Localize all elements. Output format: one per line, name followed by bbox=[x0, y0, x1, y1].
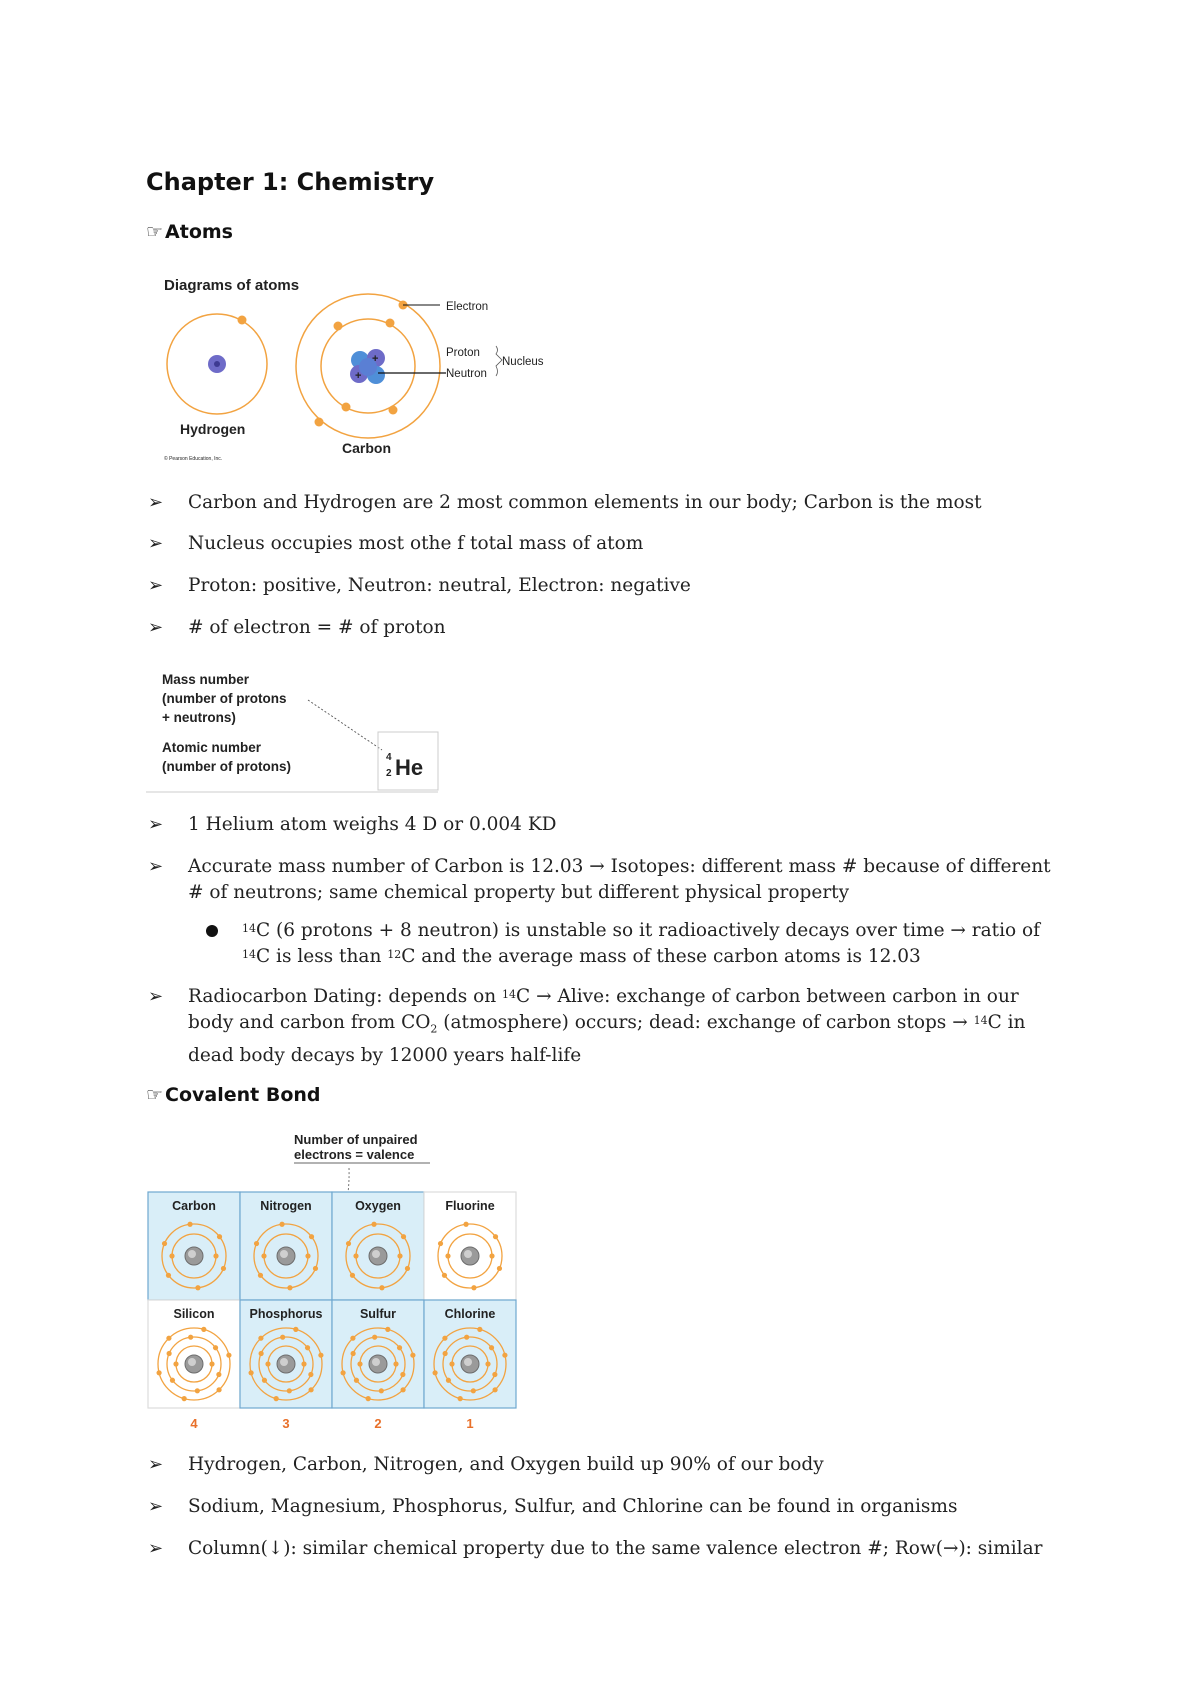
fig-atoms-electron-label: Electron bbox=[446, 301, 489, 313]
fig-he-mass-line3: + neutrons) bbox=[162, 710, 236, 725]
fig-atoms-carbon-label: Carbon bbox=[342, 440, 391, 456]
fig-he-mass-value: 4 bbox=[386, 752, 392, 763]
element-cell-fluorine bbox=[424, 1192, 516, 1300]
fig-atoms-plus-top: + bbox=[372, 353, 379, 365]
list-item: ➢ Carbon and Hydrogen are 2 most common elements in our body; Carbon is the most bbox=[148, 490, 1068, 516]
arrowhead-bullet-icon: ➢ bbox=[148, 617, 164, 638]
element-cell-sulfur bbox=[332, 1300, 424, 1408]
list-item: ➢ # of electron = # of proton bbox=[148, 615, 1068, 641]
element-cell-phosphorus bbox=[240, 1300, 332, 1408]
fig-he-mass-line1: Mass number bbox=[162, 672, 250, 687]
fig-atoms-title: Diagrams of atoms bbox=[164, 277, 300, 294]
list-item: ➢ Proton: positive, Neutron: neutral, Electron: negative bbox=[148, 573, 1068, 599]
fig-he-atomic-line1: Atomic number bbox=[162, 740, 262, 755]
section-atoms-heading bbox=[146, 221, 233, 243]
element-name: Silicon bbox=[173, 1307, 215, 1321]
list-item: ➢ 1 Helium atom weighs 4 D or 0.004 KD bbox=[148, 812, 1068, 838]
arrowhead-bullet-icon: ➢ bbox=[148, 492, 164, 513]
element-cell-oxygen bbox=[332, 1192, 424, 1300]
right-arrow-icon: → bbox=[589, 856, 605, 877]
list-item: ➢ Radiocarbon Dating: depends on $^{14}$C → Alive: exchange of carbon between carbon in our body and carbon from $CO_2$ (atmosphere) occurs; dead: exchange of carbon stops → $^{14}$C in dead body decays by 12000 years half-life bbox=[148, 986, 1026, 1066]
list-item: ➢ Hydrogen, Carbon, Nitrogen, and Oxygen build up 90% of our body bbox=[148, 1452, 1068, 1478]
fig-atoms-proton-label: Proton bbox=[446, 347, 480, 359]
element-name: Fluorine bbox=[445, 1199, 495, 1213]
fig-he-atomic-value: 2 bbox=[386, 768, 392, 779]
fig-he-symbol: He bbox=[395, 755, 424, 780]
valence-number: 3 bbox=[282, 1416, 290, 1431]
valence-number: 2 bbox=[374, 1416, 382, 1431]
valence-electrons-figure bbox=[146, 1124, 526, 1432]
arrowhead-bullet-icon: ➢ bbox=[148, 1454, 164, 1475]
right-arrow-icon: → bbox=[950, 920, 966, 941]
fig-atoms-hydrogen-label: Hydrogen bbox=[180, 421, 246, 437]
arrowhead-bullet-icon: ➢ bbox=[148, 575, 164, 596]
arrowhead-bullet-icon: ➢ bbox=[148, 1496, 164, 1517]
right-arrow-icon: → bbox=[536, 986, 552, 1007]
fig-atoms-copyright: © Pearson Education, Inc. bbox=[164, 456, 223, 462]
arrowhead-bullet-icon: ➢ bbox=[148, 814, 164, 835]
element-name: Phosphorus bbox=[249, 1307, 323, 1321]
element-name: Oxygen bbox=[355, 1199, 401, 1213]
element-cell-carbon bbox=[148, 1192, 240, 1300]
fig-atoms-nucleus-label: Nucleus bbox=[502, 356, 544, 368]
arrowhead-bullet-icon: ➢ bbox=[148, 1538, 164, 1559]
hydrogen-atom-icon bbox=[167, 314, 267, 414]
atom-diagrams-figure bbox=[150, 272, 570, 462]
list-item: ➢ Accurate mass number of Carbon is 12.03 → Isotopes: different mass # because of different # of neutrons; same chemical property but different physical property bbox=[148, 856, 1051, 903]
fig-atoms-plus-bottom: + bbox=[355, 370, 362, 382]
element-name: Carbon bbox=[172, 1199, 216, 1213]
fig-atoms-neutron-label: Neutron bbox=[446, 368, 487, 380]
section-covalent-label: Covalent Bond bbox=[165, 1084, 321, 1106]
section-atoms-label: Atoms bbox=[165, 221, 233, 243]
arrowhead-bullet-icon: ➢ bbox=[148, 856, 164, 877]
fig-he-atomic-line2: (number of protons) bbox=[162, 759, 291, 774]
element-name: Nitrogen bbox=[260, 1199, 312, 1213]
element-name: Sulfur bbox=[359, 1307, 397, 1321]
arrowhead-bullet-icon: ➢ bbox=[148, 986, 164, 1007]
valence-number: 4 bbox=[190, 1416, 198, 1431]
element-cell-chlorine bbox=[424, 1300, 516, 1408]
element-name: Chlorine bbox=[444, 1307, 496, 1321]
carbon-atom-icon bbox=[296, 294, 440, 438]
valence-number: 1 bbox=[466, 1416, 474, 1431]
list-item: ➢ Nucleus occupies most othe f total mass of atom bbox=[148, 531, 1068, 557]
list-item: $^{14}$C (6 protons + 8 neutron) is unstable so it radioactively decays over time → ratio of $^{14}$C is less than $^{12}$C and the average mass of these carbon atoms is 12.03 bbox=[206, 918, 1066, 970]
filled-circle-bullet-icon bbox=[206, 925, 218, 937]
right-arrow-icon: → bbox=[952, 1012, 968, 1033]
fig-valence-note-line1: Number of unpaired bbox=[294, 1132, 418, 1147]
helium-notation-figure bbox=[146, 664, 446, 794]
element-cell-silicon bbox=[148, 1300, 240, 1408]
pointing-hand-icon: ☞ bbox=[146, 1084, 164, 1106]
chapter-title: Chapter 1: Chemistry bbox=[146, 168, 435, 196]
section-covalent-heading bbox=[146, 1084, 321, 1106]
arrowhead-bullet-icon: ➢ bbox=[148, 533, 164, 554]
fig-valence-note-line2: electrons = valence bbox=[294, 1147, 415, 1162]
pointing-hand-icon: ☞ bbox=[146, 221, 164, 243]
list-item: ➢ Column(↓): similar chemical property due to the same valence electron #; Row(→): similar bbox=[148, 1536, 1068, 1562]
fig-he-mass-line2: (number of protons bbox=[162, 691, 287, 706]
list-item: ➢ Sodium, Magnesium, Phosphorus, Sulfur, and Chlorine can be found in organisms bbox=[148, 1494, 1068, 1520]
element-cell-nitrogen bbox=[240, 1192, 332, 1300]
